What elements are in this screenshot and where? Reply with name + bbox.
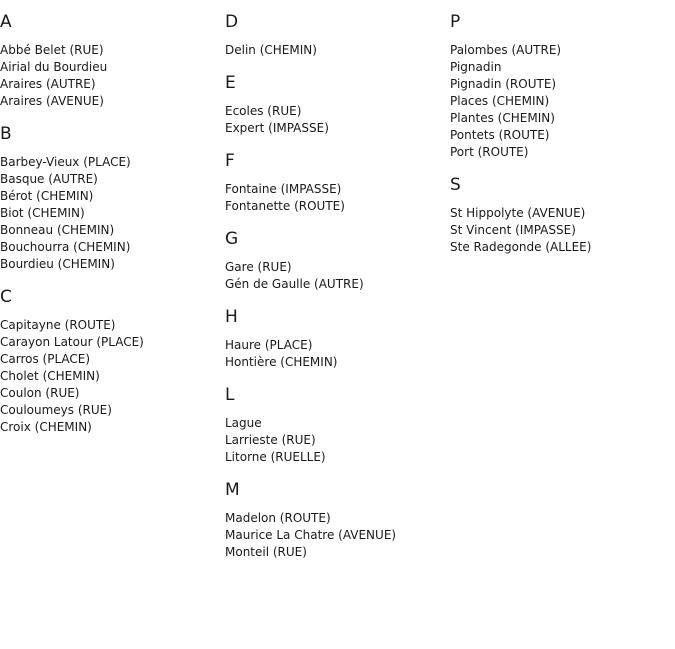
- letter-group: [0, 287, 220, 436]
- street-link[interactable]: Barbey-Vieux (PLACE): [0, 155, 131, 169]
- street-link[interactable]: Madelon (ROUTE): [225, 511, 331, 525]
- letter-group: [225, 480, 445, 561]
- street-link[interactable]: Larrieste (RUE): [225, 433, 316, 447]
- letter-heading: F: [225, 151, 235, 171]
- street-list: [225, 42, 445, 59]
- street-link[interactable]: Carros (PLACE): [0, 352, 91, 366]
- letter-group: [0, 124, 220, 273]
- street-link[interactable]: Capitayne (ROUTE): [0, 318, 116, 332]
- letter-heading: M: [225, 480, 240, 500]
- street-list: [0, 317, 220, 436]
- street-link[interactable]: Airial du Bourdieu: [0, 60, 108, 74]
- street-link[interactable]: Araires (AVENUE): [0, 94, 104, 108]
- street-link[interactable]: Pontets (ROUTE): [450, 128, 550, 142]
- letter-heading: E: [225, 73, 236, 93]
- letter-heading: P: [450, 12, 461, 32]
- street-link[interactable]: Plantes (CHEMIN): [450, 111, 555, 125]
- street-link[interactable]: Abbé Belet (RUE): [0, 43, 104, 57]
- street-link[interactable]: Ste Radegonde (ALLEE): [450, 240, 592, 254]
- street-list: [450, 42, 670, 161]
- street-link[interactable]: St Vincent (IMPASSE): [450, 223, 576, 237]
- street-link[interactable]: Palombes (AUTRE): [450, 43, 562, 57]
- street-link[interactable]: Gare (RUE): [225, 260, 292, 274]
- street-link[interactable]: Fontanette (ROUTE): [225, 199, 345, 213]
- letter-heading: B: [0, 124, 12, 144]
- street-link[interactable]: Litorne (RUELLE): [225, 450, 326, 464]
- letter-group: [225, 229, 445, 293]
- letter-heading: G: [225, 229, 239, 249]
- index-column: [450, 12, 670, 270]
- street-list: [0, 154, 220, 273]
- street-link[interactable]: Ecoles (RUE): [225, 104, 302, 118]
- street-link[interactable]: Hontière (CHEMIN): [225, 355, 338, 369]
- street-link[interactable]: Cholet (CHEMIN): [0, 369, 100, 383]
- street-link[interactable]: Bonneau (CHEMIN): [0, 223, 115, 237]
- street-link[interactable]: Croix (CHEMIN): [0, 420, 92, 434]
- street-list: [225, 415, 445, 466]
- letter-group: [225, 307, 445, 371]
- street-link[interactable]: Monteil (RUE): [225, 545, 307, 559]
- street-link[interactable]: Fontaine (IMPASSE): [225, 182, 342, 196]
- street-link[interactable]: Bourdieu (CHEMIN): [0, 257, 115, 271]
- street-link[interactable]: Coulon (RUE): [0, 386, 80, 400]
- street-link[interactable]: Bouchourra (CHEMIN): [0, 240, 131, 254]
- street-link[interactable]: Araires (AUTRE): [0, 77, 96, 91]
- index-column: [225, 12, 445, 575]
- letter-group: [225, 151, 445, 215]
- street-link[interactable]: Delin (CHEMIN): [225, 43, 317, 57]
- street-link[interactable]: Haure (PLACE): [225, 338, 313, 352]
- street-link[interactable]: Gén de Gaulle (AUTRE): [225, 277, 364, 291]
- letter-heading: D: [225, 12, 239, 32]
- index-column: [0, 12, 220, 450]
- letter-heading: A: [0, 12, 12, 32]
- street-link[interactable]: St Hippolyte (AVENUE): [450, 206, 586, 220]
- letter-group: [225, 12, 445, 59]
- letter-heading: L: [225, 385, 235, 405]
- letter-heading: S: [450, 175, 461, 195]
- street-link[interactable]: Pignadin: [450, 60, 502, 74]
- street-list: [450, 205, 670, 256]
- street-list: [225, 103, 445, 137]
- letter-heading: H: [225, 307, 238, 327]
- letter-group: [225, 385, 445, 466]
- street-link[interactable]: Expert (IMPASSE): [225, 121, 329, 135]
- street-link[interactable]: Bérot (CHEMIN): [0, 189, 94, 203]
- letter-group: [450, 175, 670, 256]
- street-link[interactable]: Carayon Latour (PLACE): [0, 335, 144, 349]
- street-link[interactable]: Lague: [225, 416, 262, 430]
- letter-heading: C: [0, 287, 12, 307]
- street-list: [0, 42, 220, 110]
- street-link[interactable]: Maurice La Chatre (AVENUE): [225, 528, 397, 542]
- street-link[interactable]: Places (CHEMIN): [450, 94, 550, 108]
- street-list: [225, 510, 445, 561]
- street-link[interactable]: Biot (CHEMIN): [0, 206, 85, 220]
- street-link[interactable]: Couloumeys (RUE): [0, 403, 112, 417]
- street-link[interactable]: Port (ROUTE): [450, 145, 529, 159]
- street-list: [225, 181, 445, 215]
- letter-group: [450, 12, 670, 161]
- street-link[interactable]: Pignadin (ROUTE): [450, 77, 557, 91]
- street-link[interactable]: Basque (AUTRE): [0, 172, 98, 186]
- street-list: [225, 259, 445, 293]
- letter-group: [225, 73, 445, 137]
- letter-group: [0, 12, 220, 110]
- street-list: [225, 337, 445, 371]
